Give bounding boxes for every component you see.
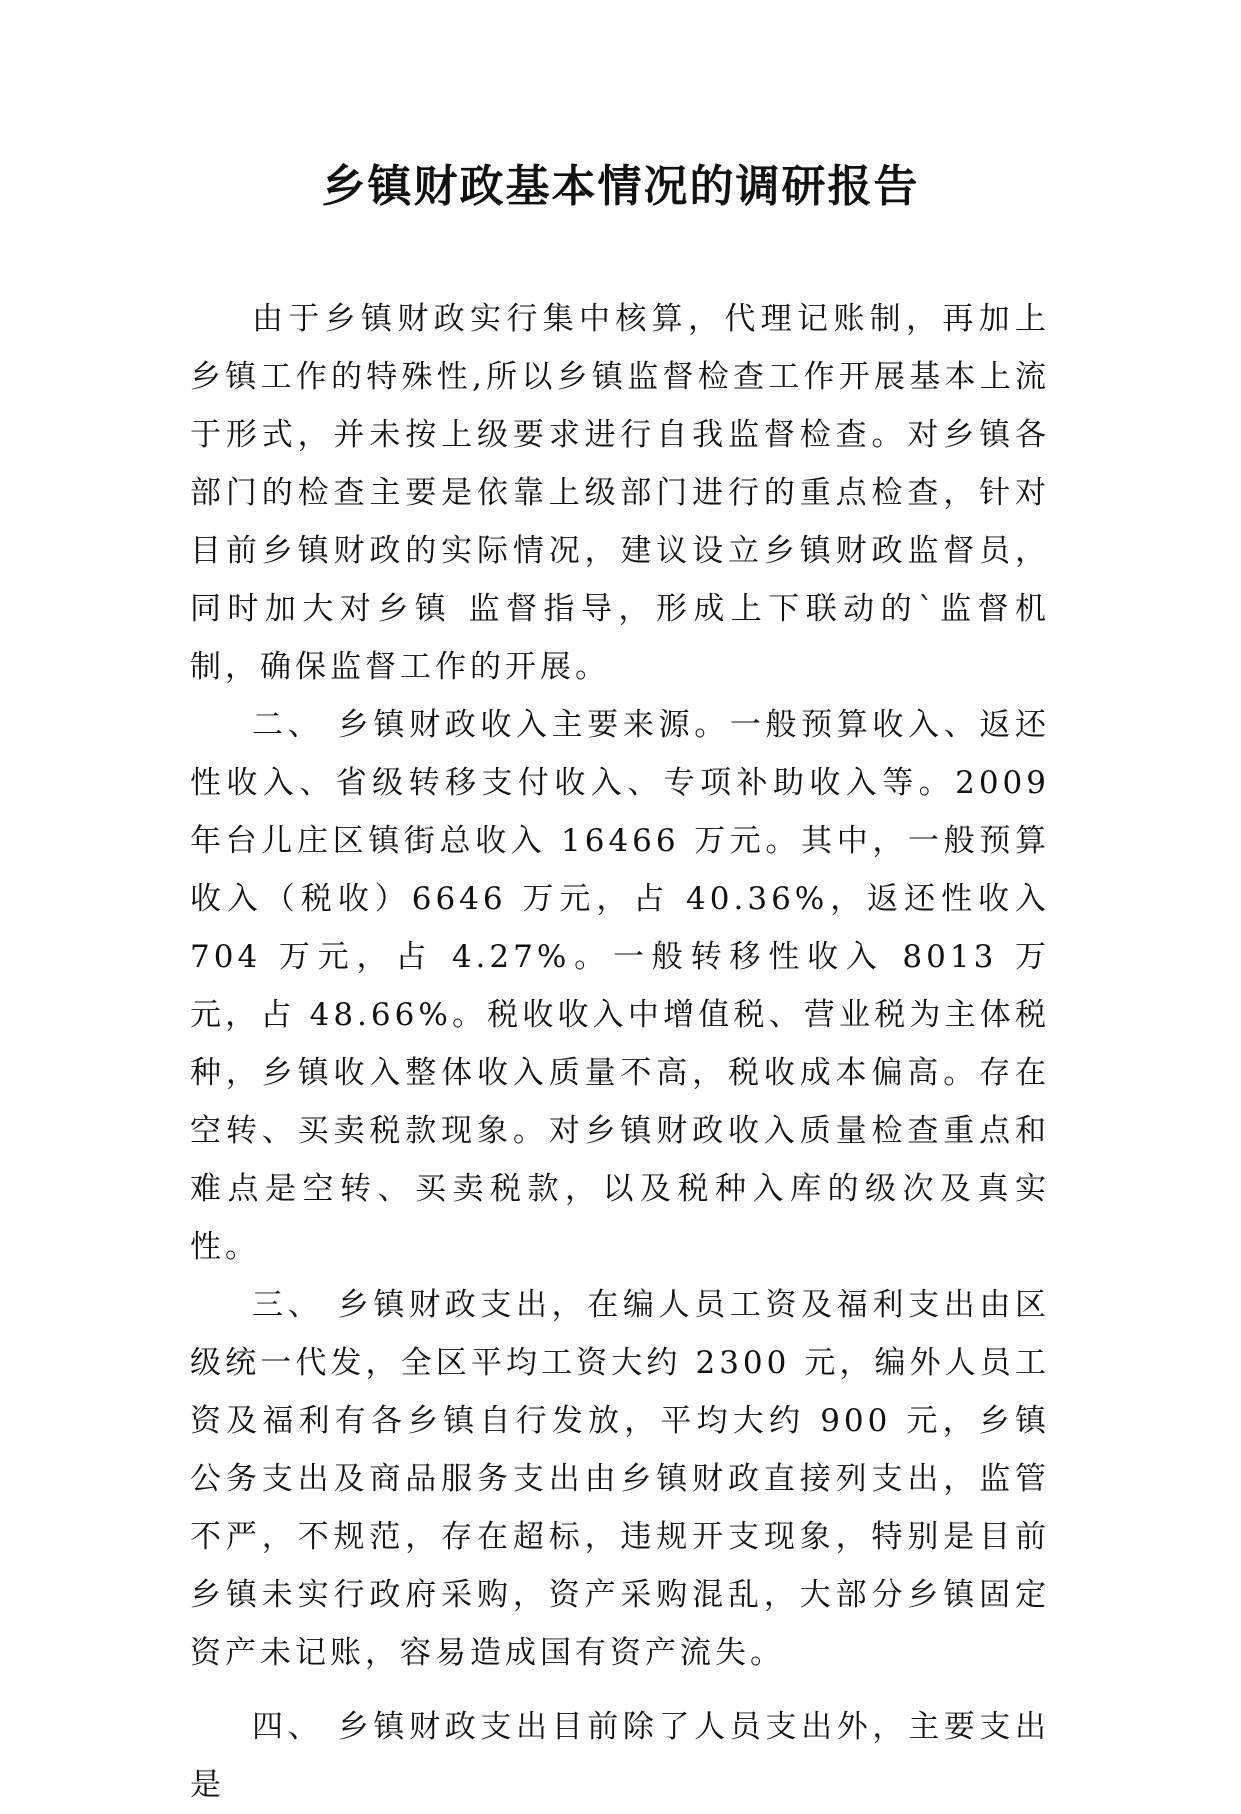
paragraph-section-2: 二、 乡镇财政收入主要来源。一般预算收入、返还性收入、省级转移支付收入、专项补助收入等。2009 年台儿庄区镇街总收入 16466 万元。其中，一般预算收入（税收）6646 万元，占 40.36%，返还性收入 704 万元，占 4.27%。一般转移性收入 8013 万元，占 48.66%。税收收入中增值税、营业税为主体税种，乡镇收入整体收入质量不高，税收成本偏高。存在空转、买卖税款现象。对乡镇财政收入质量检查重点和难点是空转、买卖税款，以及税种入库的级次及真实性。	[190, 707, 1050, 1265]
document-title: 乡镇财政基本情况的调研报告	[321, 161, 920, 212]
paragraph-intro: 由于乡镇财政实行集中核算，代理记账制，再加上乡镇工作的特殊性,所以乡镇监督检查工作开展基本上流于形式，并未按上级要求进行自我监督检查。对乡镇各部门的检查主要是依靠上级部门进行的重点检查，针对目前乡镇财政的实际情况，建议设立乡镇财政监督员，同时加大对乡镇 监督指导，形成上下联动的`监督机制，确保监督工作的开展。	[190, 301, 1050, 685]
paragraph-section-3: 三、 乡镇财政支出，在编人员工资及福利支出由区级统一代发，全区平均工资大约 2300 元，编外人员工资及福利有各乡镇自行发放，平均大约 900 元，乡镇公务支出及商品服务支出由乡镇财政直接列支出，监管不严，不规范，存在超标，违规开支现象，特别是目前乡镇未实行政府采购，资产采购混乱，大部分乡镇固定资产未记账，容易造成国有资产流失。	[190, 1287, 1050, 1671]
document-body	[190, 290, 1050, 1814]
paragraph-section-4: 四、 乡镇财政支出目前除了人员支出外，主要支出是	[190, 1709, 1050, 1803]
